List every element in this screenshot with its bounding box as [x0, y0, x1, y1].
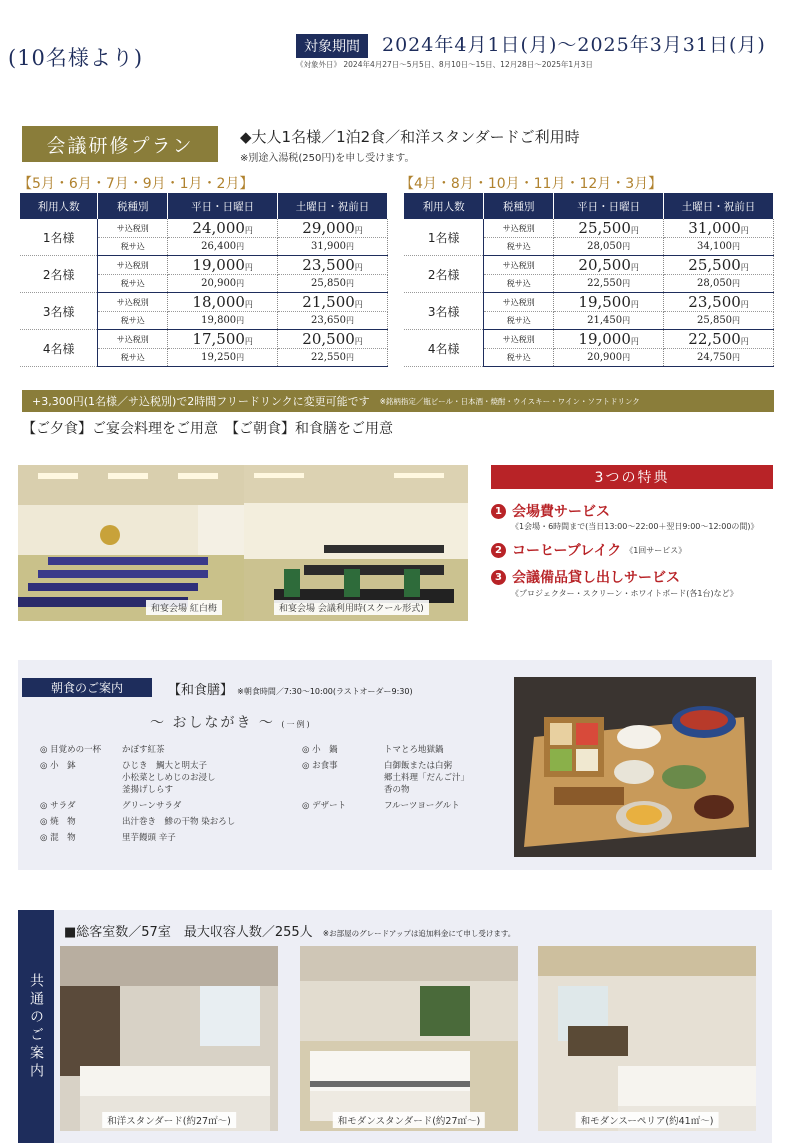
price-value: 25,850 — [311, 278, 347, 289]
conference-photo — [244, 465, 468, 621]
column-header: 平日・日曜日 — [554, 193, 664, 219]
tax-type: 税サ込 — [98, 312, 168, 330]
price-cell — [168, 219, 278, 238]
yen-unit: 円 — [622, 316, 631, 325]
banquet-hall-illustration — [18, 465, 244, 621]
menu-item — [40, 832, 290, 844]
yen-unit: 円 — [244, 226, 253, 235]
yen-unit: 円 — [236, 353, 245, 362]
price-cell — [664, 256, 774, 275]
yen-unit: 円 — [346, 316, 355, 325]
price-cell — [168, 275, 278, 293]
menu-category: ◎ 焼 物 — [40, 817, 76, 827]
yen-unit: 円 — [740, 337, 749, 346]
price-table-b — [404, 193, 774, 367]
yen-unit: 円 — [732, 316, 741, 325]
column-header: 利用人数 — [404, 193, 484, 219]
photo-caption: 和宴会場 会議利用時(スクール形式) — [274, 600, 429, 615]
benefit-label: コーヒーブレイク — [512, 543, 622, 559]
menu-left-column — [40, 744, 290, 848]
yen-unit: 円 — [244, 263, 253, 272]
price-value: 23,500 — [688, 293, 741, 311]
meal-info: 【ご夕食】ご宴会料理をご用意 【ご朝食】和食膳をご用意 — [22, 421, 393, 437]
menu-right-column — [302, 744, 512, 816]
price-cell — [278, 256, 388, 275]
menu-category: ◎ お食事 — [302, 761, 338, 771]
menu-item — [302, 800, 512, 812]
yen-unit: 円 — [346, 279, 355, 288]
menu-dish: 里芋饅頭 辛子 — [122, 833, 176, 843]
tax-type: サ込税別 — [484, 256, 554, 275]
price-value: 28,050 — [697, 278, 733, 289]
tax-type: 税サ込 — [484, 349, 554, 367]
menu-dish: ひじき 鯛大と明太子 — [122, 761, 208, 771]
people-count: 2名様 — [404, 256, 484, 293]
price-cell — [168, 349, 278, 367]
price-value: 18,000 — [192, 293, 245, 311]
column-header: 平日・日曜日 — [168, 193, 278, 219]
room-photo-2 — [300, 946, 518, 1131]
price-cell — [278, 275, 388, 293]
menu-dish: 小松菜としめじのお浸し — [122, 773, 216, 783]
yen-unit: 円 — [244, 337, 253, 346]
menu-dish: 香の物 — [384, 785, 410, 795]
price-cell — [664, 238, 774, 256]
tax-type: サ込税別 — [98, 330, 168, 349]
yen-unit: 円 — [630, 263, 639, 272]
table-row — [404, 293, 774, 312]
menu-item — [302, 784, 512, 796]
room-illustration — [60, 946, 278, 1131]
yen-unit: 円 — [354, 263, 363, 272]
price-cell — [278, 293, 388, 312]
tax-type: サ込税別 — [484, 330, 554, 349]
price-value: 20,900 — [587, 352, 623, 363]
benefit-3 — [491, 567, 680, 587]
price-cell — [664, 312, 774, 330]
tax-type: 税サ込 — [98, 275, 168, 293]
yen-unit: 円 — [346, 353, 355, 362]
menu-category: ◎ サラダ — [40, 801, 76, 811]
price-table-a — [20, 193, 388, 367]
price-value: 31,900 — [311, 241, 347, 252]
yen-unit: 円 — [354, 300, 363, 309]
menu-item — [40, 744, 290, 756]
from-label: (10名様より) — [8, 46, 144, 70]
yen-unit: 円 — [630, 226, 639, 235]
room-photo-1 — [60, 946, 278, 1131]
menu-item — [302, 744, 512, 756]
yen-unit: 円 — [630, 300, 639, 309]
price-cell — [168, 330, 278, 349]
menu-item — [302, 772, 512, 784]
menu-dish: フルーツヨーグルト — [384, 801, 460, 811]
people-count: 3名様 — [404, 293, 484, 330]
menu-dish: 出汁巻き 鯵の干物 染おろし — [122, 817, 236, 827]
people-count: 3名様 — [20, 293, 98, 330]
price-cell — [554, 275, 664, 293]
table-row — [20, 293, 388, 312]
price-value: 23,650 — [311, 315, 347, 326]
table-row — [404, 219, 774, 238]
price-value: 19,250 — [201, 352, 237, 363]
drink-note: ※銘柄指定／瓶ビール・日本酒・焼酎・ウイスキー・ワイン・ソフトドリンク — [379, 396, 640, 406]
price-value: 22,500 — [688, 330, 741, 348]
table-header-row — [20, 193, 388, 219]
column-header: 利用人数 — [20, 193, 98, 219]
people-count: 4名様 — [20, 330, 98, 367]
menu-item — [40, 784, 290, 796]
menu-heading — [150, 712, 312, 732]
price-value: 19,000 — [192, 256, 245, 274]
exclusion-text: 《対象外日》 2024年4月27日～5月5日、8月10日～15日、12月28日～2025年1月3日 — [296, 60, 593, 69]
menu-dish: 白御飯または白粥 — [384, 761, 453, 771]
rooms-header — [64, 921, 515, 940]
people-count: 1名様 — [404, 219, 484, 256]
price-value: 20,500 — [302, 330, 355, 348]
benefit-label: 会場費サービス — [512, 504, 610, 520]
yen-unit: 円 — [732, 279, 741, 288]
table-row — [20, 219, 388, 238]
menu-title: ～ おしながき ～ — [150, 715, 275, 731]
column-header: 税種別 — [98, 193, 168, 219]
yen-unit: 円 — [236, 242, 245, 251]
price-cell — [554, 349, 664, 367]
price-cell — [554, 219, 664, 238]
menu-item — [40, 760, 290, 772]
price-cell — [664, 330, 774, 349]
table-row — [404, 256, 774, 275]
price-cell — [664, 349, 774, 367]
price-value: 23,500 — [302, 256, 355, 274]
rooms-summary: ■総客室数／57室 最大収容人数／255人 — [64, 925, 313, 940]
price-cell — [664, 293, 774, 312]
tax-type: サ込税別 — [98, 256, 168, 275]
price-cell — [168, 256, 278, 275]
price-value: 25,850 — [697, 315, 733, 326]
menu-item — [302, 760, 512, 772]
tax-type: 税サ込 — [98, 349, 168, 367]
breakfast-photo — [514, 677, 756, 857]
benefits-title: 3つの特典 — [491, 465, 773, 489]
tax-type: 税サ込 — [484, 312, 554, 330]
column-header: 土曜日・祝前日 — [278, 193, 388, 219]
price-cell — [278, 312, 388, 330]
number-badge: 3 — [491, 570, 506, 585]
yen-unit: 円 — [622, 242, 631, 251]
yen-unit: 円 — [236, 279, 245, 288]
yen-unit: 円 — [346, 242, 355, 251]
table-row — [404, 330, 774, 349]
number-badge: 1 — [491, 504, 506, 519]
common-info-label: 共通のご案内 — [18, 910, 54, 1143]
yen-unit: 円 — [244, 300, 253, 309]
price-cell — [554, 256, 664, 275]
benefit-1 — [491, 501, 610, 521]
yen-unit: 円 — [622, 279, 631, 288]
yen-unit: 円 — [236, 316, 245, 325]
breakfast-tag: 朝食のご案内 — [22, 678, 152, 697]
plan-note: ※別途入湯税(250円)を申し受けます。 — [240, 153, 415, 164]
price-value: 24,750 — [697, 352, 733, 363]
room-illustration — [538, 946, 756, 1131]
price-value: 22,550 — [587, 278, 623, 289]
benefit-sub: 《1回サービス》 — [625, 545, 687, 555]
price-cell — [664, 219, 774, 238]
price-cell — [278, 219, 388, 238]
room-caption: 和洋スタンダード(約27㎡～) — [102, 1112, 236, 1128]
menu-category: ◎ デザート — [302, 801, 347, 811]
price-value: 29,000 — [302, 219, 355, 237]
tax-type: サ込税別 — [98, 293, 168, 312]
menu-dish: グリーンサラダ — [122, 801, 182, 811]
price-value: 31,000 — [688, 219, 741, 237]
drink-upgrade-bar — [22, 390, 774, 412]
season-label-a: 【5月・6月・7月・9月・1月・2月】 — [18, 176, 254, 192]
price-value: 25,500 — [688, 256, 741, 274]
conference-room-illustration — [244, 465, 468, 621]
price-value: 19,500 — [578, 293, 631, 311]
price-value: 19,000 — [578, 330, 631, 348]
breakfast-title — [168, 679, 413, 698]
price-value: 25,500 — [578, 219, 631, 237]
table-row — [20, 256, 388, 275]
breakfast-illustration — [514, 677, 756, 857]
people-count: 1名様 — [20, 219, 98, 256]
menu-dish: トマとろ地獄鍋 — [384, 745, 444, 755]
room-caption: 和モダンスタンダード(約27㎡～) — [333, 1112, 485, 1128]
plan-badge: 会議研修プラン — [22, 126, 218, 162]
yen-unit: 円 — [740, 263, 749, 272]
yen-unit: 円 — [740, 300, 749, 309]
column-header: 土曜日・祝前日 — [664, 193, 774, 219]
room-photo-3 — [538, 946, 756, 1131]
tax-type: サ込税別 — [484, 219, 554, 238]
price-cell — [554, 293, 664, 312]
price-value: 24,000 — [192, 219, 245, 237]
rooms-note: ※お部屋のグレードアップは追加料金にて申し受けます。 — [322, 929, 516, 938]
price-value: 17,500 — [192, 330, 245, 348]
tax-type: 税サ込 — [484, 275, 554, 293]
menu-item — [40, 816, 290, 828]
price-value: 28,050 — [587, 241, 623, 252]
price-value: 21,450 — [587, 315, 623, 326]
benefit-2 — [491, 540, 686, 560]
yen-unit: 円 — [354, 226, 363, 235]
menu-item — [40, 772, 290, 784]
menu-category: ◎ 小 鍋 — [302, 745, 338, 755]
period-text: 2024年4月1日(月)～2025年3月31日(月) — [382, 34, 766, 56]
price-cell — [168, 312, 278, 330]
table-row — [20, 330, 388, 349]
tax-type: 税サ込 — [98, 238, 168, 256]
season-label-b: 【4月・8月・10月・11月・12月・3月】 — [400, 176, 663, 192]
plan-description: ◆大人1名様／1泊2食／和洋スタンダードご利用時 — [240, 128, 580, 146]
room-caption: 和モダンスーペリア(約41㎡～) — [576, 1112, 719, 1128]
price-cell — [554, 238, 664, 256]
tax-type: サ込税別 — [484, 293, 554, 312]
price-cell — [278, 330, 388, 349]
period-tag: 対象期間 — [296, 34, 368, 58]
breakfast-set-name: 【和食膳】 — [168, 683, 234, 698]
price-value: 34,100 — [697, 241, 733, 252]
price-value: 20,500 — [578, 256, 631, 274]
price-cell — [278, 349, 388, 367]
price-cell — [168, 293, 278, 312]
tax-type: サ込税別 — [98, 219, 168, 238]
price-value: 20,900 — [201, 278, 237, 289]
room-illustration — [300, 946, 518, 1131]
breakfast-time: ※朝食時間／7:30～10:00(ラストオーダー9:30) — [237, 687, 413, 696]
yen-unit: 円 — [732, 353, 741, 362]
banquet-hall-photo — [18, 465, 244, 621]
menu-dish: 郷土料理「だんご汁」 — [384, 773, 470, 783]
yen-unit: 円 — [630, 337, 639, 346]
yen-unit: 円 — [740, 226, 749, 235]
price-cell — [554, 312, 664, 330]
price-value: 22,550 — [311, 352, 347, 363]
menu-category: ◎ 混 物 — [40, 833, 76, 843]
price-cell — [664, 275, 774, 293]
people-count: 4名様 — [404, 330, 484, 367]
menu-dish: かぼす紅茶 — [122, 745, 165, 755]
column-header: 税種別 — [484, 193, 554, 219]
yen-unit: 円 — [354, 337, 363, 346]
yen-unit: 円 — [732, 242, 741, 251]
price-cell — [168, 238, 278, 256]
price-cell — [554, 330, 664, 349]
menu-category: ◎ 小 鉢 — [40, 761, 76, 771]
menu-item — [40, 800, 290, 812]
yen-unit: 円 — [622, 353, 631, 362]
table-header-row — [404, 193, 774, 219]
number-badge: 2 — [491, 543, 506, 558]
price-value: 21,500 — [302, 293, 355, 311]
benefit-label: 会議備品貸し出しサービス — [512, 570, 680, 586]
menu-dish: 釜揚げしらす — [122, 785, 174, 795]
tax-type: 税サ込 — [484, 238, 554, 256]
price-value: 26,400 — [201, 241, 237, 252]
photo-caption: 和宴会場 紅白梅 — [146, 600, 222, 615]
people-count: 2名様 — [20, 256, 98, 293]
price-value: 19,800 — [201, 315, 237, 326]
menu-category: ◎ 目覚めの一杯 — [40, 745, 102, 755]
drink-main: +3,300円(1名様／サ込税別)で2時間フリードリンクに変更可能です — [32, 395, 370, 408]
benefit-sub: 《1会場・6時間まで(当日13:00～22:00＋翌日9:00～12:00の間)》 — [511, 522, 759, 531]
benefit-sub: 《プロジェクター・スクリーン・ホワイトボード(各1台)など》 — [511, 589, 738, 598]
menu-example: (一例) — [281, 720, 312, 729]
price-cell — [278, 238, 388, 256]
